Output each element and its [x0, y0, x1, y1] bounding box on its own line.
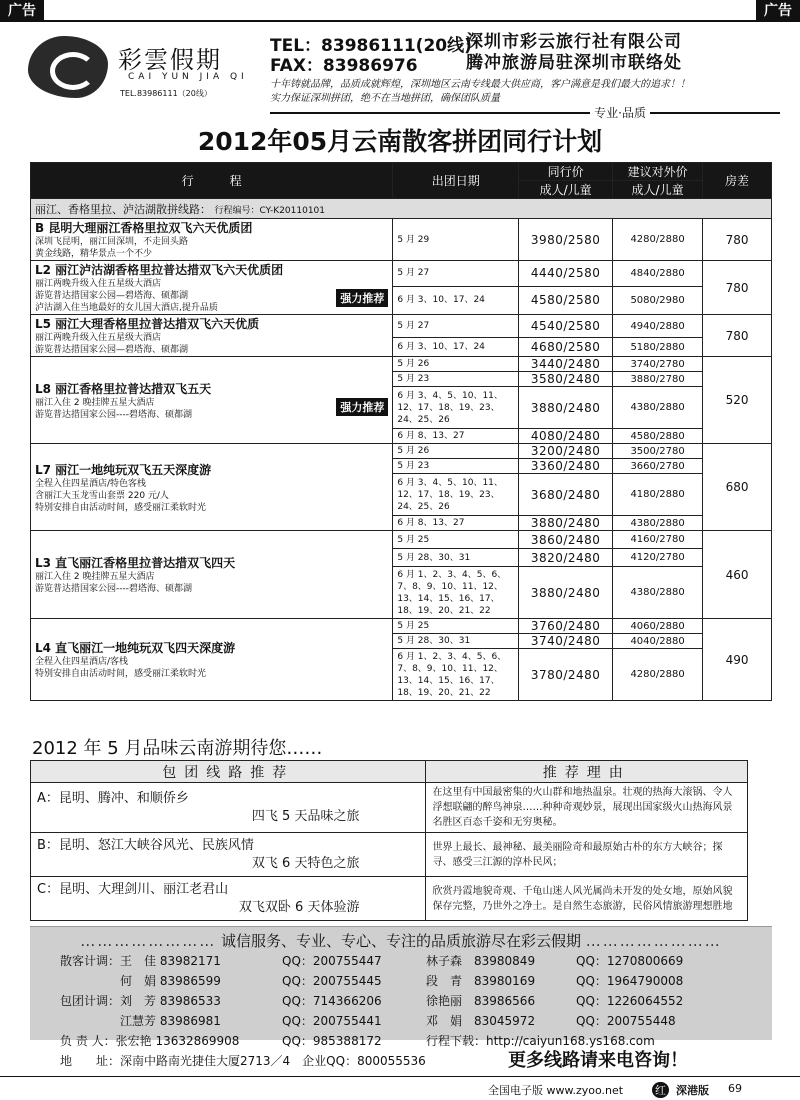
recommend-badge: 强力推荐 — [336, 398, 388, 416]
brand-logo — [28, 36, 258, 102]
room-surcharge: 780 — [703, 261, 772, 315]
contact-entry: 徐艳丽 83986566 — [426, 994, 536, 1008]
route-title: L5 丽江大理香格里拉普达措双飞六天优质 — [35, 317, 260, 331]
room-surcharge: 780 — [703, 315, 772, 357]
peer-price: 4580/2580 — [519, 286, 613, 314]
departure-date: 6 月 8、13、27 — [393, 429, 519, 444]
suggested-price: 3660/2780 — [613, 459, 703, 474]
suggested-price: 3500/2780 — [613, 444, 703, 459]
fax: FAX：83986976 — [270, 56, 418, 76]
logo-phone: TEL.83986111（20线） — [120, 89, 212, 98]
peer-price: 3880/2480 — [519, 516, 613, 531]
room-surcharge: 680 — [703, 444, 772, 531]
departure-date: 6 月 8、13、27 — [393, 516, 519, 531]
peer-price: 3820/2480 — [519, 549, 613, 567]
suggested-price: 4380/2880 — [613, 567, 703, 619]
peer-price: 3680/2480 — [519, 474, 613, 516]
subtitle: 2012 年 5 月品味云南游期待您…… — [32, 738, 323, 759]
col-date: 出团日期 — [393, 163, 519, 199]
col-peer-price: 同行价 — [519, 163, 613, 181]
package-route — [31, 877, 426, 921]
contact-entry: 行程下载：http://caiyun168.ys168.com — [426, 1034, 655, 1048]
peer-price: 3360/2480 — [519, 459, 613, 474]
ad-label-left: 广告 — [0, 0, 44, 22]
package-reason: 世界上最长、最神秘、最美丽险奇和最原始古朴的东方大峡谷；探寻、感受三江源的淳朴民风； — [426, 833, 748, 877]
departure-date: 5 月 29 — [393, 219, 519, 261]
departure-date: 6 月 1、2、3、4、5、6、7、8、9、10、11、12、13、14、15、16、17、18、19、20、21、22 — [393, 567, 519, 619]
departure-date: 6 月 1、2、3、4、5、6、7、8、9、10、11、12、13、14、15、16、17、18、19、20、21、22 — [393, 649, 519, 701]
route-cell — [31, 315, 393, 357]
package-table — [30, 760, 772, 921]
departure-date: 5 月 26 — [393, 444, 519, 459]
peer-price: 4080/2480 — [519, 429, 613, 444]
route-feature: 丽江入住 2 晚挂牌五星大酒店 — [35, 572, 155, 582]
departure-date: 5 月 28、30、31 — [393, 549, 519, 567]
schedule-row — [31, 261, 772, 287]
quality-tag: 专业·品质 — [590, 104, 650, 121]
departure-date: 6 月 3、4、5、10、11、12、17、18、19、23、24、25、26 — [393, 387, 519, 429]
departure-date: 5 月 27 — [393, 315, 519, 338]
peer-price: 4440/2580 — [519, 261, 613, 287]
route-feature: 丽江两晚升级入住五星级大酒店 — [35, 333, 162, 343]
col-room-diff: 房差 — [703, 163, 772, 199]
contact-panel-title — [30, 930, 772, 951]
package-duration: 四飞 5 天品味之旅 — [251, 808, 360, 824]
section-code: 行程编号：CY-K20110101 — [214, 205, 326, 216]
package-places: C：昆明、大理剑川、丽江老君山 — [37, 881, 229, 897]
departure-date: 6 月 3、10、17、24 — [393, 338, 519, 357]
peer-price: 3740/2480 — [519, 634, 613, 649]
route-cell — [31, 261, 393, 315]
room-surcharge: 460 — [703, 531, 772, 619]
peer-price: 3200/2480 — [519, 444, 613, 459]
peer-price: 3880/2480 — [519, 387, 613, 429]
contact-entry: 段 青 83980169 — [426, 974, 536, 988]
contact-entry: QQ：1964790008 — [576, 974, 684, 988]
schedule-row — [31, 219, 772, 261]
route-feature: 游览普达措国家公园—碧塔海、硕都湖 — [35, 345, 189, 355]
departure-date: 5 月 25 — [393, 619, 519, 634]
contact-entry: 何 娟 83986599 — [60, 974, 221, 988]
route-feature: 游览普达措国家公园----碧塔海、硕都湖 — [35, 409, 192, 420]
suggested-price: 5180/2880 — [613, 338, 703, 357]
route-cell — [31, 219, 393, 261]
slogan-line-2: 实力保证深圳拼团，绝不在当地拼团，确保团队质量 — [270, 93, 500, 104]
contact-entry: QQ：714366206 — [282, 994, 382, 1008]
company-name: 深圳市彩云旅行社有限公司 — [466, 32, 682, 52]
schedule-row — [31, 357, 772, 372]
departure-date: 5 月 28、30、31 — [393, 634, 519, 649]
package-places: B：昆明、怒江大峡谷风光、民族风情 — [37, 837, 254, 853]
package-reason: 在这里有中国最密集的火山群和地热温泉。壮观的热海大滚锅、令人浮想联翩的醉鸟神泉……种种奇观妙景，展现出国家级火山热海风景名胜区百态千姿和无穷奥秘。 — [426, 783, 748, 833]
suggested-price: 4120/2780 — [613, 549, 703, 567]
package-reason: 欣赏丹霞地貌奇观、千龟山迷人风光属尚未开发的处女地，原始风貌保存完整，乃世外之净土。是自然生态旅游，民俗风情旅游理想胜地 — [426, 877, 748, 921]
route-title: L2 丽江泸沽湖香格里拉普达措双飞六天优质团 — [35, 263, 284, 277]
suggested-price: 4160/2780 — [613, 531, 703, 549]
suggested-price: 4580/2880 — [613, 429, 703, 444]
suggested-price: 4840/2880 — [613, 261, 703, 287]
departure-date: 5 月 25 — [393, 531, 519, 549]
contact-entry: QQ：200755441 — [282, 1014, 382, 1028]
departure-date: 5 月 23 — [393, 459, 519, 474]
room-surcharge: 490 — [703, 619, 772, 701]
route-feature: 游览普达措国家公园—碧塔海、硕都湖 — [35, 291, 189, 301]
suggested-price: 4280/2880 — [613, 649, 703, 701]
suggested-price: 4040/2880 — [613, 634, 703, 649]
route-feature: 深圳飞昆明，丽江回深圳，不走回头路 — [35, 237, 189, 247]
divider — [270, 112, 780, 114]
col-adult-child-2: 成人/儿童 — [613, 181, 703, 199]
route-feature: 泸沽湖入住当地最好的女儿国大酒店,提升品质 — [35, 303, 218, 313]
col-adult-child: 成人/儿童 — [519, 181, 613, 199]
suggested-price: 4940/2880 — [613, 315, 703, 338]
route-cell — [31, 444, 393, 531]
telephone: TEL：83986111(20线) — [270, 36, 472, 56]
contact-entry: 邓 娟 83045972 — [426, 1014, 536, 1028]
recommend-badge: 强力推荐 — [336, 289, 388, 307]
peer-price: 3880/2480 — [519, 567, 613, 619]
logo-pinyin: CAI YUN JIA QI — [128, 72, 248, 82]
peer-price: 3440/2480 — [519, 357, 613, 372]
suggested-price: 4280/2880 — [613, 219, 703, 261]
suggested-price: 4380/2880 — [613, 387, 703, 429]
pkg-col-reason: 推荐理由 — [426, 761, 748, 783]
route-feature: 特别安排自由活动时间，感受丽江柔软时光 — [35, 669, 207, 679]
suggested-price: 5080/2980 — [613, 286, 703, 314]
peer-price: 3580/2480 — [519, 372, 613, 387]
dots-right: …………………… — [585, 932, 722, 950]
service-slogan: 诚信服务、专业、专心、专注的品质旅游尽在彩云假期 — [220, 932, 581, 950]
ad-label-right: 广告 — [756, 0, 800, 22]
route-feature: 丽江入住 2 晚挂牌五星大酒店 — [35, 397, 155, 408]
contact-entry: 地 址：深南中路南光捷佳大厦2713／4 企业QQ：800055536 — [60, 1054, 426, 1068]
suggested-price: 3880/2780 — [613, 372, 703, 387]
route-feature: 特别安排自由活动时间，感受丽江柔软时光 — [35, 502, 207, 513]
pkg-col-route: 包团线路推荐 — [31, 761, 426, 783]
route-title: L7 丽江一地纯玩双飞五天深度游 — [35, 462, 212, 477]
logo-chinese-name: 彩雲假期 — [118, 46, 222, 74]
tour-schedule-table — [30, 162, 772, 701]
route-feature: 全程入住四星酒店/特色客栈 — [35, 478, 147, 489]
route-feature: 含丽江大玉龙雪山套票 220 元/人 — [35, 490, 169, 501]
departure-date: 5 月 26 — [393, 357, 519, 372]
contact-entry: 林子森 83980849 — [426, 954, 536, 968]
schedule-row — [31, 619, 772, 634]
route-feature: 黄金线路，精华景点一个不少 — [35, 249, 153, 259]
more-routes-cta: 更多线路请来电咨询！ — [508, 1050, 688, 1071]
contact-entry: QQ：200755445 — [282, 974, 382, 988]
schedule-row — [31, 315, 772, 338]
footer-edition: 深港版 — [676, 1084, 709, 1097]
package-duration: 双飞双卧 6 天体验游 — [238, 899, 360, 915]
route-title: B 昆明大理丽江香格里拉双飞六天优质团 — [35, 221, 253, 235]
contact-entry: QQ：985388172 — [282, 1034, 382, 1048]
package-row — [31, 877, 772, 921]
contact-entry: 负 责 人：张宏艳 13632869908 — [60, 1034, 240, 1048]
cloud-logo-icon — [28, 36, 108, 98]
route-cell — [31, 531, 393, 619]
slogan — [270, 78, 790, 106]
office-name: 腾冲旅游局驻深圳市联络处 — [466, 53, 682, 73]
contact-entry: 江慧芳 83986981 — [60, 1014, 221, 1028]
contact-entry: QQ：200755448 — [576, 1014, 676, 1028]
peer-price: 3860/2480 — [519, 531, 613, 549]
route-cell — [31, 619, 393, 701]
room-surcharge: 520 — [703, 357, 772, 444]
suggested-price: 3740/2780 — [613, 357, 703, 372]
suggested-price: 4180/2880 — [613, 474, 703, 516]
route-feature: 全程入住四星酒店/客栈 — [35, 657, 129, 667]
col-itinerary: 行 程 — [31, 163, 393, 199]
red-badge-icon: 红 — [652, 1082, 669, 1098]
package-duration: 双飞 6 天特色之旅 — [251, 855, 360, 871]
route-title: L4 直飞丽江一地纯玩双飞四天深度游 — [35, 641, 236, 655]
contact-entry: QQ：1270800669 — [576, 954, 684, 968]
room-surcharge: 780 — [703, 219, 772, 261]
package-route — [31, 833, 426, 877]
page-title: 2012年05月云南散客拼团同行计划 — [197, 127, 603, 156]
route-title: L3 直飞丽江香格里拉普达措双飞四天 — [35, 556, 236, 570]
suggested-price: 4060/2880 — [613, 619, 703, 634]
package-places: A：昆明、腾冲、和顺侨乡 — [37, 790, 189, 806]
schedule-row — [31, 531, 772, 549]
dots-left: …………………… — [80, 932, 217, 950]
footer-site: 全国电子版 www.zyoo.net — [488, 1084, 624, 1097]
package-route — [31, 783, 426, 833]
peer-price: 3780/2480 — [519, 649, 613, 701]
contact-entry: 包团计调：刘 芳 83986533 — [60, 994, 221, 1008]
route-cell — [31, 357, 393, 444]
section-row — [31, 199, 772, 219]
package-row — [31, 833, 772, 877]
contact-entry: QQ：200755447 — [282, 954, 382, 968]
departure-date: 6 月 3、4、5、10、11、12、17、18、19、23、24、25、26 — [393, 474, 519, 516]
page-footer — [0, 1076, 800, 1100]
departure-date: 6 月 3、10、17、24 — [393, 286, 519, 314]
slogan-line-1: 十年铸就品牌，品质成就辉煌，深圳地区云南专线最大供应商，客户满意是我们最大的追求！！ — [270, 79, 690, 90]
peer-price: 3760/2480 — [519, 619, 613, 634]
package-row — [31, 783, 772, 833]
departure-date: 5 月 23 — [393, 372, 519, 387]
col-suggest-price: 建议对外价 — [613, 163, 703, 181]
route-feature: 丽江两晚升级入住五星级大酒店 — [35, 279, 162, 289]
section-name: 丽江、香格里拉、泸沽湖散拼线路： — [35, 202, 211, 216]
peer-price: 4680/2580 — [519, 338, 613, 357]
contact-block — [270, 36, 472, 76]
top-rule — [0, 0, 800, 22]
contact-entry: 散客计调：王 佳 83982171 — [60, 954, 221, 968]
route-feature: 游览普达措国家公园----碧塔海、硕都湖 — [35, 584, 192, 594]
contact-entry: QQ：1226064552 — [576, 994, 684, 1008]
peer-price: 4540/2580 — [519, 315, 613, 338]
page-number: 69 — [728, 1082, 742, 1095]
departure-date: 5 月 27 — [393, 261, 519, 287]
schedule-row — [31, 444, 772, 459]
peer-price: 3980/2580 — [519, 219, 613, 261]
route-title: L8 丽江香格里拉普达措双飞五天 — [35, 381, 212, 396]
company-block — [466, 32, 682, 74]
suggested-price: 4380/2880 — [613, 516, 703, 531]
